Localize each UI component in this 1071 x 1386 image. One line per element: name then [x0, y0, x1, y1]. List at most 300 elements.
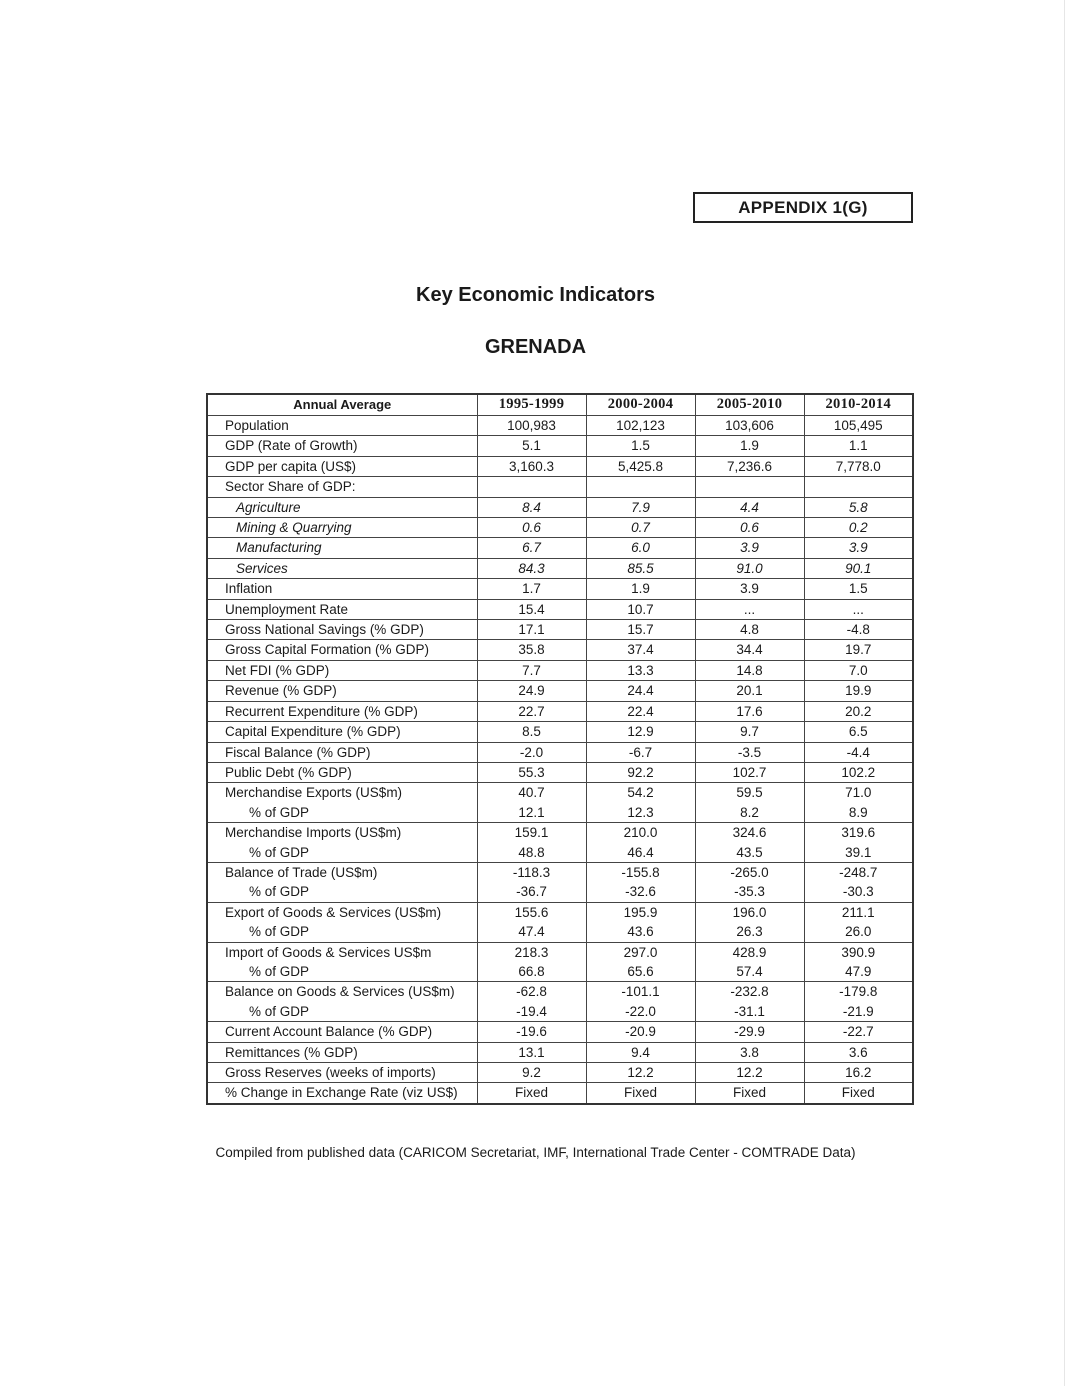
row-label-text: Gross National Savings (% GDP): [225, 622, 424, 638]
row-label-text: Inflation: [225, 581, 273, 597]
value-text: 7.9: [631, 499, 650, 515]
value-text: 34.4: [736, 642, 763, 658]
row-label-text: Balance of Trade (US$m): [225, 864, 378, 880]
value-cell: [586, 640, 695, 660]
value-cell: [695, 558, 804, 578]
table-row: [207, 416, 913, 436]
value-text: 297.0: [623, 944, 658, 960]
table-row: [207, 660, 913, 680]
value-cell: [477, 599, 586, 619]
value-text: 5.8: [848, 499, 868, 515]
row-label-text: Fiscal Balance (% GDP): [225, 744, 371, 760]
value-cell: [477, 477, 586, 497]
value-cell: [804, 456, 913, 476]
value-sub-text: 48.8: [518, 844, 545, 860]
row-label: [207, 942, 477, 982]
row-label-text: Unemployment Rate: [225, 601, 349, 617]
value-text: 105,495: [833, 418, 883, 433]
value-text: 102,123: [616, 418, 665, 433]
value-text: 1.5: [848, 581, 868, 597]
value-cell: [804, 982, 913, 1022]
value-text: -20.9: [625, 1024, 656, 1040]
row-label-text: GDP per capita (US$): [225, 458, 357, 474]
value-sub-text: 47.9: [845, 963, 872, 979]
value-text: 12.2: [627, 1065, 654, 1080]
table-row: [207, 640, 913, 660]
value-cell: [804, 436, 913, 456]
table-row: [207, 620, 913, 640]
value-cell: [695, 742, 804, 762]
value-cell: [804, 942, 913, 982]
value-text: Fixed: [841, 1085, 875, 1101]
value-sub-text: 47.4: [518, 924, 545, 940]
value-text: Fixed: [732, 1085, 766, 1101]
row-label: [207, 1042, 477, 1062]
row-label: [207, 660, 477, 680]
value-text: 3.9: [740, 540, 759, 556]
value-text: 1.1: [848, 438, 868, 454]
value-cell: [695, 416, 804, 436]
value-cell: [804, 823, 913, 863]
value-sub-text: 8.9: [848, 804, 868, 820]
row-label-text: GDP (Rate of Growth): [225, 438, 358, 454]
value-cell: [586, 620, 695, 640]
value-cell: [804, 518, 913, 538]
value-cell: [477, 660, 586, 680]
value-text: 91.0: [736, 560, 763, 576]
value-text: 22.4: [627, 703, 654, 719]
row-label-text: Recurrent Expenditure (% GDP): [225, 703, 418, 719]
table-row: [207, 477, 913, 497]
value-text: 13.1: [518, 1044, 545, 1060]
value-text: 3.9: [848, 540, 868, 556]
value-text: 84.3: [518, 560, 545, 576]
value-text: 0.2: [848, 520, 868, 536]
row-label-text: Services: [236, 560, 288, 576]
value-text: 92.2: [627, 764, 654, 780]
value-text: -155.8: [621, 864, 660, 880]
value-cell: [804, 579, 913, 599]
value-cell: [695, 640, 804, 660]
table-row: [207, 538, 913, 558]
row-label-text: Manufacturing: [236, 540, 322, 556]
row-label-text: Agriculture: [236, 499, 301, 515]
row-label-text: Revenue (% GDP): [225, 683, 337, 699]
table-row: [207, 701, 913, 721]
value-sub-text: 43.5: [736, 844, 763, 860]
header-period: 1995-1999: [477, 394, 586, 416]
value-cell: [477, 640, 586, 660]
value-text: Fixed: [514, 1085, 548, 1101]
value-sub-text: -21.9: [842, 1003, 874, 1019]
row-label: [207, 620, 477, 640]
value-cell: [477, 436, 586, 456]
value-text: 90.1: [845, 560, 872, 576]
row-sub-label: % of GDP: [249, 924, 310, 940]
value-cell: [477, 497, 586, 517]
value-sub-text: -30.3: [842, 884, 874, 900]
value-cell: [586, 783, 695, 823]
value-cell: [695, 518, 804, 538]
value-text: 390.9: [841, 944, 876, 960]
value-text: 9.2: [522, 1065, 541, 1080]
value-text: 13.3: [627, 662, 654, 678]
row-sub-label: % of GDP: [249, 963, 310, 979]
value-text: 428.9: [732, 944, 767, 960]
row-label: [207, 982, 477, 1022]
value-cell: [477, 701, 586, 721]
value-sub-text: 46.4: [627, 844, 654, 860]
value-text: 9.4: [631, 1044, 650, 1060]
value-cell: [695, 783, 804, 823]
value-cell: [586, 823, 695, 863]
row-label: [207, 902, 477, 942]
value-cell: [804, 1042, 913, 1062]
table-row: [207, 518, 913, 538]
value-text: 6.7: [522, 540, 541, 556]
value-cell: [695, 599, 804, 619]
value-cell: [695, 722, 804, 742]
value-cell: [586, 1083, 695, 1104]
value-cell: [586, 456, 695, 476]
value-text: 196.0: [732, 904, 767, 920]
value-cell: [477, 823, 586, 863]
value-cell: [477, 620, 586, 640]
value-cell: [695, 1042, 804, 1062]
value-sub-text: 12.3: [627, 804, 654, 820]
value-text: 9.7: [740, 724, 759, 740]
value-cell: [477, 518, 586, 538]
value-text: 102.2: [841, 764, 876, 780]
value-text: 6.5: [848, 724, 868, 740]
value-cell: [804, 1083, 913, 1104]
row-label: [207, 518, 477, 538]
value-cell: [804, 538, 913, 558]
value-cell: [804, 558, 913, 578]
value-text: 5.1: [522, 438, 541, 454]
value-sub-text: -32.6: [625, 884, 656, 900]
value-text: 3.9: [740, 581, 759, 597]
value-text: 7.7: [522, 662, 541, 678]
value-cell: [586, 742, 695, 762]
row-label: [207, 823, 477, 863]
value-text: 1.7: [522, 581, 541, 597]
value-cell: [477, 579, 586, 599]
value-cell: [804, 416, 913, 436]
value-text: 7,778.0: [835, 458, 881, 474]
value-cell: [695, 942, 804, 982]
value-cell: [477, 456, 586, 476]
table-row: [207, 742, 913, 762]
table-row: [207, 1042, 913, 1062]
row-label-text: Merchandise Exports (US$m): [225, 785, 403, 801]
value-cell: [477, 762, 586, 782]
value-text: 7.0: [848, 662, 868, 678]
value-text: 12.9: [627, 724, 654, 740]
value-cell: [477, 1042, 586, 1062]
value-text: ...: [743, 601, 756, 617]
country-heading: GRENADA: [484, 336, 587, 358]
value-cell: [586, 558, 695, 578]
value-text: 24.4: [627, 683, 654, 699]
value-cell: [586, 660, 695, 680]
value-cell: [477, 558, 586, 578]
value-sub-text: 12.1: [518, 804, 545, 820]
value-sub-text: 8.2: [740, 804, 759, 820]
value-cell: [586, 1042, 695, 1062]
row-label: [207, 579, 477, 599]
table-row: [207, 436, 913, 456]
value-cell: [695, 456, 804, 476]
value-text: 155.6: [514, 904, 549, 920]
value-sub-text: -31.1: [734, 1003, 765, 1019]
value-cell: [695, 1022, 804, 1042]
value-text: 3,160.3: [508, 458, 555, 474]
value-cell: [695, 862, 804, 902]
value-text: -265.0: [730, 864, 769, 880]
row-label: [207, 436, 477, 456]
row-label: [207, 742, 477, 762]
value-text: 22.7: [518, 703, 545, 719]
value-cell: [586, 722, 695, 742]
value-cell: [586, 497, 695, 517]
value-cell: [804, 862, 913, 902]
value-cell: [586, 1063, 695, 1083]
value-text: 1.9: [631, 581, 650, 597]
row-label: [207, 862, 477, 902]
value-cell: [695, 701, 804, 721]
row-label: [207, 722, 477, 742]
value-cell: [695, 538, 804, 558]
row-label: [207, 1063, 477, 1083]
value-text: 10.7: [627, 601, 654, 617]
value-cell: [586, 942, 695, 982]
value-text: 319.6: [841, 825, 876, 841]
value-sub-text: -22.0: [625, 1003, 656, 1019]
table-row: [207, 1063, 913, 1083]
table-row: [207, 1083, 913, 1104]
table-row: [207, 862, 913, 902]
value-cell: [586, 701, 695, 721]
value-cell: [586, 681, 695, 701]
value-cell: [586, 477, 695, 497]
row-label-text: Capital Expenditure (% GDP): [225, 724, 401, 740]
value-cell: [477, 722, 586, 742]
value-cell: [804, 681, 913, 701]
row-sub-label: % of GDP: [249, 844, 310, 860]
value-text: 15.4: [518, 601, 545, 617]
row-label: [207, 456, 477, 476]
value-text: 37.4: [627, 642, 654, 658]
value-text: 19.9: [845, 683, 872, 699]
value-text: -3.5: [737, 744, 762, 760]
value-text: 5,425.8: [617, 458, 664, 474]
value-sub-text: -35.3: [734, 884, 765, 900]
value-text: -29.9: [734, 1024, 765, 1040]
row-label-text: Sector Share of GDP:: [225, 479, 356, 495]
value-text: 103,606: [725, 418, 774, 433]
row-label-text: Population: [225, 418, 289, 433]
value-cell: [586, 762, 695, 782]
value-sub-text: 26.3: [736, 924, 763, 940]
row-sub-label: % of GDP: [249, 884, 310, 900]
value-text: 85.5: [627, 560, 654, 576]
value-cell: [586, 416, 695, 436]
value-cell: [586, 902, 695, 942]
value-text: -232.8: [730, 984, 769, 1000]
value-cell: [586, 862, 695, 902]
table-row: [207, 456, 913, 476]
value-text: 59.5: [736, 785, 763, 801]
value-cell: [804, 1022, 913, 1042]
value-text: -22.7: [842, 1024, 874, 1040]
row-label-text: Import of Goods & Services US$m: [225, 944, 432, 960]
row-label-text: Merchandise Imports (US$m): [225, 825, 402, 841]
value-sub-text: 43.6: [627, 924, 654, 940]
row-label-text: Current Account Balance (% GDP): [225, 1024, 433, 1040]
value-text: -118.3: [512, 864, 551, 880]
row-label: [207, 640, 477, 660]
value-cell: [586, 599, 695, 619]
table-row: [207, 783, 913, 823]
value-cell: [695, 1083, 804, 1104]
value-text: 8.5: [522, 724, 541, 740]
value-cell: [804, 599, 913, 619]
value-cell: [586, 436, 695, 456]
row-label-text: Remittances (% GDP): [225, 1044, 358, 1060]
value-cell: [586, 1022, 695, 1042]
value-text: 4.4: [740, 499, 759, 515]
value-text: 40.7: [518, 785, 545, 801]
value-text: -4.4: [846, 744, 870, 760]
value-cell: [586, 579, 695, 599]
value-text: 20.1: [736, 683, 763, 699]
value-cell: [586, 538, 695, 558]
value-cell: [477, 783, 586, 823]
value-sub-text: -36.7: [516, 884, 547, 900]
value-cell: [804, 640, 913, 660]
value-text: 4.8: [740, 622, 759, 638]
value-sub-text: 66.8: [518, 963, 545, 979]
value-cell: [477, 416, 586, 436]
value-text: -248.7: [839, 864, 878, 880]
value-cell: [477, 862, 586, 902]
table-row: [207, 599, 913, 619]
value-text: 54.2: [627, 785, 654, 801]
value-text: 14.8: [736, 662, 763, 678]
row-sub-label: % of GDP: [249, 1003, 310, 1019]
value-text: 17.6: [736, 703, 763, 719]
value-sub-text: 39.1: [845, 844, 872, 860]
row-label: [207, 538, 477, 558]
table-header-row: [207, 394, 913, 416]
value-cell: [695, 436, 804, 456]
value-text: 324.6: [732, 825, 767, 841]
row-label-text: Export of Goods & Services (US$m): [225, 904, 442, 920]
value-cell: [804, 762, 913, 782]
value-text: 15.7: [627, 622, 654, 638]
value-text: -101.1: [621, 984, 660, 1000]
table-row: [207, 762, 913, 782]
value-cell: [804, 783, 913, 823]
value-text: 35.8: [518, 642, 545, 658]
value-text: 12.2: [736, 1065, 763, 1080]
value-cell: [695, 660, 804, 680]
value-cell: [695, 497, 804, 517]
row-label: [207, 477, 477, 497]
value-sub-text: 57.4: [736, 963, 763, 979]
header-period: 2010-2014: [804, 394, 913, 416]
row-label: [207, 416, 477, 436]
table-row: [207, 1022, 913, 1042]
value-text: 3.6: [848, 1044, 868, 1060]
value-text: -62.8: [516, 984, 547, 1000]
value-text: 24.9: [518, 683, 545, 699]
row-label-text: Net FDI (% GDP): [225, 662, 330, 678]
value-cell: [804, 1063, 913, 1083]
value-text: 19.7: [845, 642, 872, 658]
row-label-text: % Change in Exchange Rate (viz US$): [225, 1085, 458, 1101]
value-cell: [477, 1022, 586, 1042]
value-sub-text: -19.4: [516, 1003, 547, 1019]
row-label: [207, 783, 477, 823]
value-text: -6.7: [628, 744, 653, 760]
value-cell: [695, 579, 804, 599]
appendix-label: APPENDIX 1(G): [693, 192, 913, 223]
value-text: 0.6: [740, 520, 759, 536]
value-cell: [695, 620, 804, 640]
table-row: [207, 902, 913, 942]
value-cell: [695, 762, 804, 782]
value-text: -4.8: [846, 622, 870, 638]
table-body: [207, 416, 913, 1104]
row-label: [207, 1022, 477, 1042]
header-annual-average: Annual Average: [207, 394, 477, 416]
table-row: [207, 942, 913, 982]
value-text: 0.6: [522, 520, 541, 536]
value-text: 8.4: [522, 499, 541, 515]
row-label-text: Balance on Goods & Services (US$m): [225, 984, 455, 1000]
value-text: 218.3: [514, 944, 549, 960]
value-cell: [804, 660, 913, 680]
row-label: [207, 701, 477, 721]
value-sub-text: 65.6: [627, 963, 654, 979]
value-cell: [477, 742, 586, 762]
value-text: 3.8: [740, 1044, 759, 1060]
value-text: -179.8: [839, 984, 878, 1000]
row-sub-label: % of GDP: [249, 804, 310, 820]
value-text: 1.9: [740, 438, 759, 454]
value-text: Fixed: [623, 1085, 657, 1101]
value-cell: [477, 538, 586, 558]
value-sub-text: 26.0: [845, 924, 872, 940]
value-cell: [804, 742, 913, 762]
page-edge-line: [1064, 0, 1065, 1386]
value-cell: [477, 681, 586, 701]
row-label: [207, 497, 477, 517]
value-cell: [804, 722, 913, 742]
value-cell: [804, 620, 913, 640]
table-row: [207, 823, 913, 863]
value-text: 7,236.6: [726, 458, 773, 474]
row-label: [207, 681, 477, 701]
value-text: 6.0: [631, 540, 650, 556]
value-cell: [477, 1083, 586, 1104]
value-cell: [477, 942, 586, 982]
value-cell: [695, 902, 804, 942]
indicators-table: [206, 393, 914, 1105]
value-text: 0.7: [631, 520, 650, 536]
